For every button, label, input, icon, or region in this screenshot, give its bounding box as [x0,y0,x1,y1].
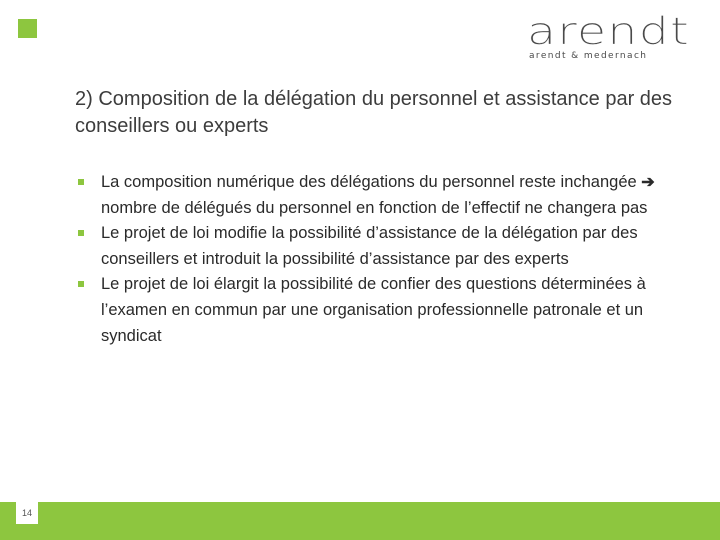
bullet-item [74,272,694,349]
slide-title: 2) Composition de la délégation du personnel et assistance par des conseillers ou experts [75,88,673,137]
bullet-item [74,170,694,221]
footer-bar [0,502,720,540]
bullet-text: Le projet de loi élargit la possibilité de confier des questions déterminées à l’examen en commun par une organisation professionnelle patronale et un syndicat [101,275,646,345]
arendt-logo [527,10,705,62]
logo-subtitle: arendt & medernach [529,51,648,61]
bullet-list [74,170,694,349]
square-bullet-icon [78,230,84,236]
logo-wordmark: arendt [527,10,690,53]
bullet-item [74,221,694,272]
square-bullet-icon [78,179,84,185]
corner-accent-square [18,19,37,38]
bullet-text-part1: La composition numérique des délégations du personnel reste inchangée [101,173,637,191]
bullet-text: Le projet de loi modifie la possibilité d’assistance de la délégation par des conseillers et introduit la possibilité d’assistance par des experts [101,224,638,268]
bullet-text-part2: nombre de délégués du personnel en fonction de l’effectif ne changera pas [101,198,648,217]
page-number: 14 [16,502,38,524]
right-arrow-icon: ➔ [641,174,655,191]
square-bullet-icon [78,281,84,287]
